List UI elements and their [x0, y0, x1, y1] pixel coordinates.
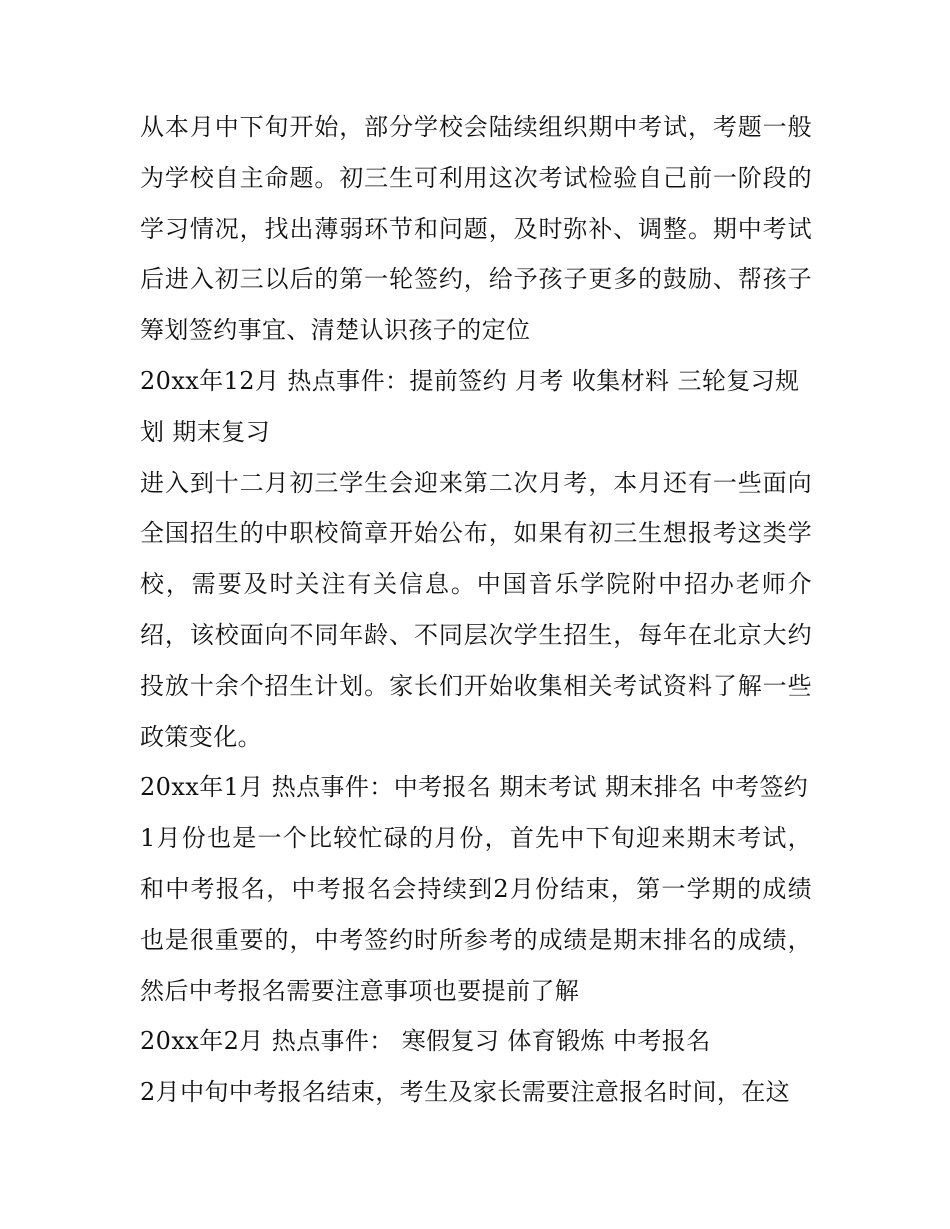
- paragraph-december-details: 进入到十二月初三学生会迎来第二次月考，本月还有一些面向全国招生的中职校简章开始公布，如果有初三生想报考这类学校，需要及时关注有关信息。中国音乐学院附中招办老师介绍，该校面向不同年龄、不同层次学生招生，每年在北京大约投放十余个招生计划。家长们开始收集相关考试资料了解一些政策变化。: [140, 468, 812, 751]
- paragraph-january-details: 1月份也是一个比较忙碌的月份，首先中下旬迎来期末考试，和中考报名，中考报名会持续到2月份结束，第一学期的成绩也是很重要的，中考签约时所参考的成绩是期末排名的成绩，然后中考报名需要注意事项也要提前了解: [140, 824, 812, 1005]
- document-body: [140, 102, 812, 1118]
- paragraph-november-exams: 从本月中下旬开始，部分学校会陆续组织期中考试，考题一般为学校自主命题。初三生可利用这次考试检验自己前一阶段的学习情况，找出薄弱环节和问题，及时弥补、调整。期中考试后进入初三以后的第一轮签约，给予孩子更多的鼓励、帮孩子筹划签约事宜、清楚认识孩子的定位: [140, 113, 812, 345]
- heading-february: 20xx年2月 热点事件： 寒假复习 体育锻炼 中考报名: [140, 1027, 711, 1056]
- heading-january: 20xx年1月 热点事件：中考报名 期末考试 期末排名 中考签约: [140, 773, 809, 802]
- heading-december: 20xx年12月 热点事件：提前签约 月考 收集材料 三轮复习规划 期末复习: [140, 366, 800, 446]
- paragraph-february-details: 2月中旬中考报名结束，考生及家长需要注意报名时间，在这: [140, 1078, 791, 1107]
